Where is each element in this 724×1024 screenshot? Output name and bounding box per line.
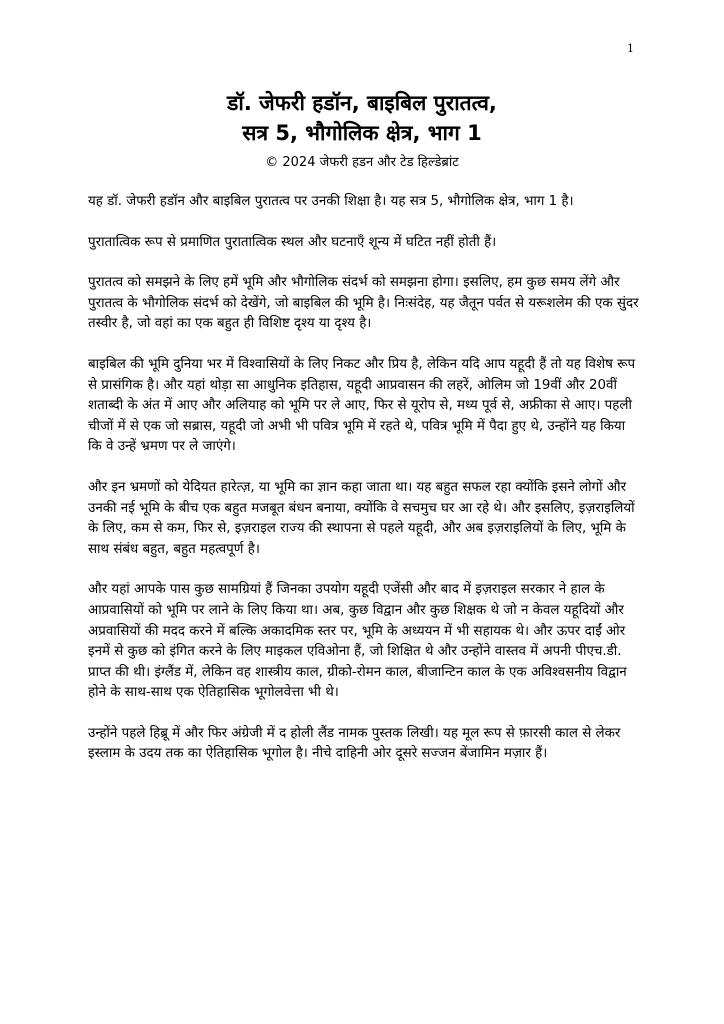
page-number: 1: [627, 42, 634, 55]
copyright-line: © 2024 जेफरी हडन और टेड हिल्डेब्रांट: [265, 155, 459, 170]
document-body: [88, 192, 640, 785]
paragraph-5: और इन भ्रमणों को येदियत हारेत्ज़, या भूमि का ज्ञान कहा जाता था। यह बहुत सफल रहा क्योंकि इसने लोगों और उनकी नई भूमि के बीच एक बहुत मजबूत बंधन बनाया, क्योंकि वे सचमुच घर आ रहे थे। और इसलिए, इज़राइलियों के लिए, कम से कम, फिर से, इज़राइल राज्य की स्थापना से पहले यहूदी, और अब इज़राइलियों के लिए, भूमि के साथ संबंध बहुत, बहुत महत्वपूर्ण है।: [88, 479, 635, 557]
document-title: [60, 88, 664, 148]
title-line-1: डॉ. जेफरी हडॉन, बाइबिल पुरातत्व,: [227, 91, 497, 115]
title-line-2: सत्र 5, भौगोलिक क्षेत्र, भाग 1: [242, 121, 482, 145]
paragraph-1: यह डॉ. जेफरी हडॉन और बाइबिल पुरातत्व पर उनकी शिक्षा है। यह सत्र 5, भौगोलिक क्षेत्र, भाग 1 है।: [88, 194, 574, 209]
paragraph-2: पुरातात्विक रूप से प्रमाणित पुरातात्विक स्थल और घटनाएँ शून्य में घटित नहीं होती हैं।: [88, 234, 497, 250]
paragraph-7: उन्होंने पहले हिब्रू में और फिर अंग्रेजी में द होली लैंड नामक पुस्तक लिखी। यह मूल रूप से फ़ारसी काल से लेकर इस्लाम के उदय तक का ऐतिहासिक भूगोल है। नीचे दाहिनी ओर दूसरे सज्जन बेंजामिन मज़ार हैं।: [88, 725, 621, 762]
paragraph-4: बाइबिल की भूमि दुनिया भर में विश्वासियों के लिए निकट और प्रिय है, लेकिन यदि आप यहूदी हैं तो यह विशेष रूप से प्रासंगिक है। और यहां थोड़ा सा आधुनिक इतिहास, यहूदी आप्रवासन की लहरें, ओलिम जो 19वीं और 20वीं शताब्दी के अंत में आए और अलियाह को भूमि पर ले आए, फिर से यूरोप से, मध्य पूर्व से, अफ्रीका से आए। पहली चीजों में से एक जो सब्रास, यहूदी जो अभी भी पवित्र भूमि में रहते थे, पवित्र भूमि में पैदा हुए थे, उन्होंने यह किया कि वे उन्हें भ्रमण पर ले जाएंगे।: [88, 356, 636, 455]
paragraph-6: और यहां आपके पास कुछ सामग्रियां हैं जिनका उपयोग यहूदी एजेंसी और बाद में इज़राइल सरकार ने हाल के आप्रवासियों को भूमि पर लाने के लिए किया था। अब, कुछ विद्वान और कुछ शिक्षक थे जो न केवल यहूदियों और अप्रवासियों की मदद करने में बल्कि अकादमिक स्तर पर, भूमि के अध्ययन में भी सहायक थे। और ऊपर दाईं ओर इनमें से कुछ को इंगित करने के लिए माइकल एविओना हैं, जो शिक्षित थे और उन्होंने वास्तव में अपनी पीएच.डी. प्राप्त की थी। इंग्लैंड में, लेकिन वह शास्त्रीय काल, ग्रीको-रोमन काल, बीजान्टिन काल के एक अविश्वसनीय विद्वान होने के साथ-साथ एक ऐतिहासिक भूगोलवेत्ता भी थे।: [88, 582, 627, 701]
paragraph-3: पुरातत्व को समझने के लिए हमें भूमि और भौगोलिक संदर्भ को समझना होगा। इसलिए, हम कुछ समय लेंगे और पुरातत्व के भौगोलिक संदर्भ को देखेंगे, जो बाइबिल की भूमि है। निःसंदेह, यह जैतून पर्वत से यरूशलेम की एक सुंदर तस्वीर है, जो वहां का एक बहुत ही विशिष्ट दृश्य या दृश्य है।: [88, 275, 639, 332]
